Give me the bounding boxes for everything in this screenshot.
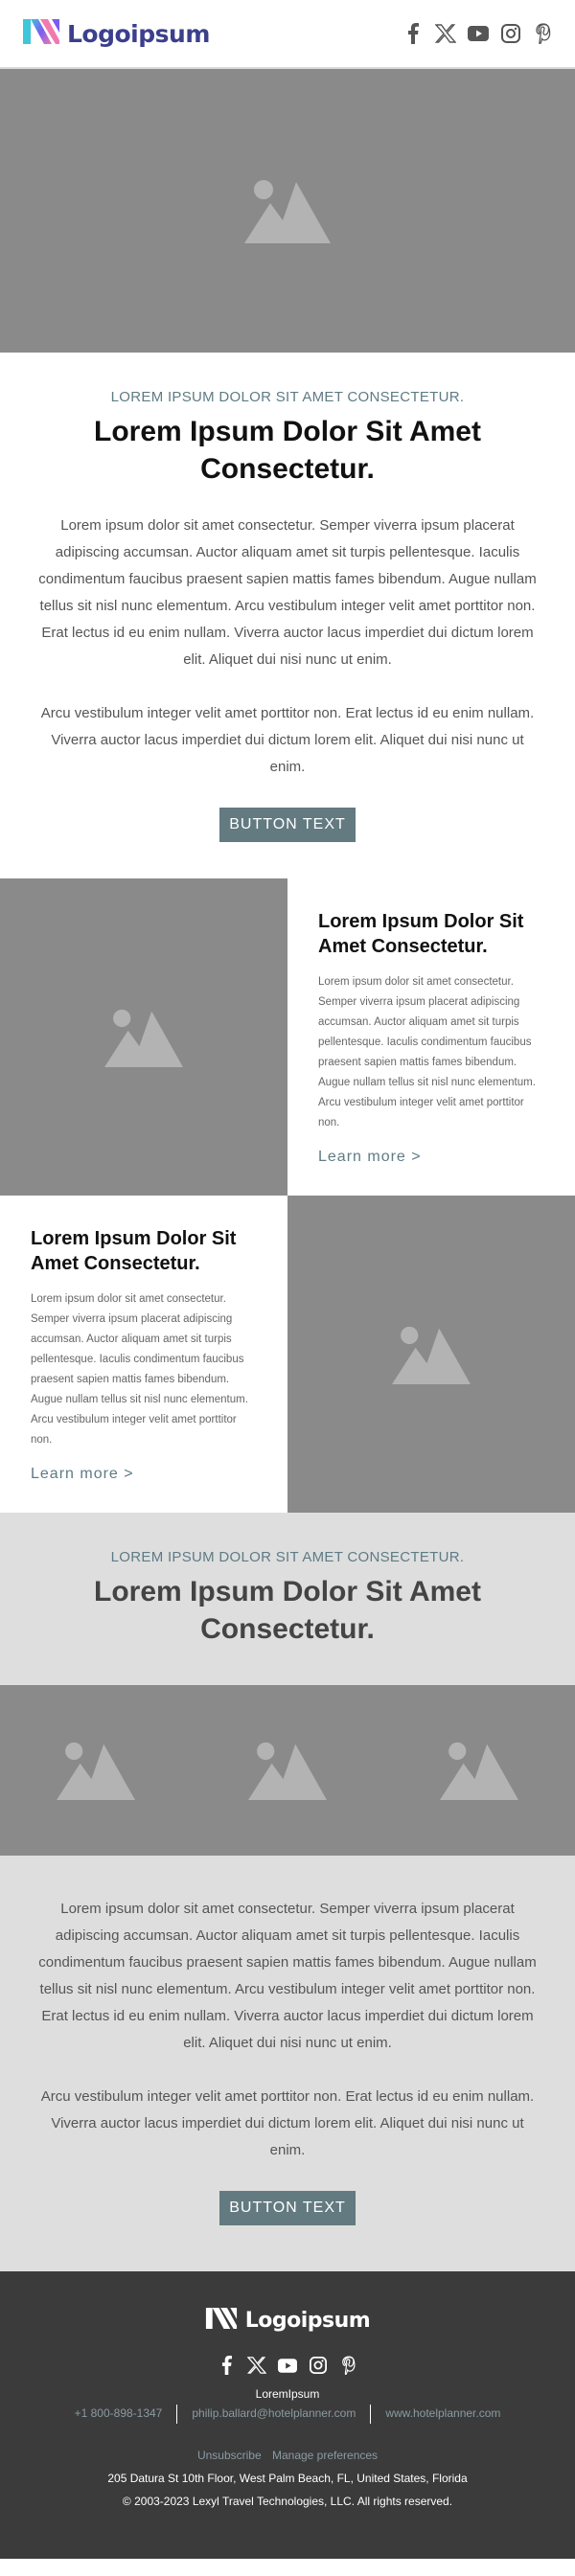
footer-copyright: © 2003-2023 Lexyl Travel Technologies, LLC. All rights reserved. bbox=[122, 2495, 453, 2508]
footer-social-links bbox=[0, 2355, 575, 2376]
youtube-icon[interactable] bbox=[277, 2355, 298, 2376]
x-icon[interactable] bbox=[246, 2355, 267, 2376]
logo-mark-icon bbox=[205, 2308, 238, 2334]
pinterest-icon[interactable] bbox=[533, 23, 554, 44]
gallery-headline: Lorem Ipsum Dolor Sit Amet Consectetur. bbox=[94, 1576, 481, 1645]
gallery-image-1 bbox=[0, 1685, 192, 1856]
gallery-images bbox=[0, 1685, 575, 1856]
feature-2-title: Lorem Ipsum Dolor Sit Amet Consectetur. bbox=[31, 1228, 237, 1274]
footer-company-name: LoremIpsum bbox=[255, 2387, 320, 2401]
intro-paragraph-1: Lorem ipsum dolor sit amet consectetur. Semper viverra ipsum placerat adipiscing accumsan. Auctor aliquam amet sit turpis pellentesque. Iaculis condimentum faucibus praesent sapien mattis fames bibendum. Augue nullam tellus sit nisl nunc elementum. Arcu vestibulum integer velit amet porttitor non. Erat lectus id eu enim nullam. Viverra auctor lacus imperdiet dui dictum lorem elit. Aliquet dui nisi nunc ut enim. bbox=[38, 517, 537, 668]
intro-paragraph-2: Arcu vestibulum integer velit amet porttitor non. Erat lectus id eu enim nullam. Viverra auctor lacus imperdiet dui dictum lorem elit. Aliquet dui nisi nunc ut enim. bbox=[40, 705, 535, 775]
footer-phone-link[interactable]: +1 800-898-1347 bbox=[74, 2406, 163, 2420]
feature-2-body: Lorem ipsum dolor sit amet consectetur. Semper viverra ipsum placerat adipiscing accumsan. Auctor aliquam amet sit turpis pellentesque. Iaculis condimentum faucibus praesent sapien mattis fames bibendum. Augue nullam tellus sit nisl nunc elementum. Arcu vestibulum integer velit amet porttitor non. bbox=[31, 1293, 248, 1446]
pinterest-icon[interactable] bbox=[338, 2355, 359, 2376]
image-placeholder-icon bbox=[440, 1741, 518, 1800]
feature-1-body: Lorem ipsum dolor sit amet consectetur. Semper viverra ipsum placerat adipiscing accumsan. Auctor aliquam amet sit turpis pellentesque. Iaculis condimentum faucibus praesent sapien mattis fames bibendum. Augue nullam tellus sit nisl nunc elementum. Arcu vestibulum integer velit amet porttitor non. bbox=[318, 976, 536, 1128]
youtube-icon[interactable] bbox=[468, 23, 489, 44]
gallery-paragraph-2: Arcu vestibulum integer velit amet porttitor non. Erat lectus id eu enim nullam. Viverra auctor lacus imperdiet dui dictum lorem elit. Aliquet dui nisi nunc ut enim. bbox=[40, 2088, 535, 2158]
gallery-body-section bbox=[0, 1856, 575, 2271]
header bbox=[0, 0, 575, 67]
footer-logo[interactable] bbox=[0, 2308, 575, 2334]
feature-1-learn-more-link[interactable]: Learn more > bbox=[318, 1149, 422, 1165]
footer bbox=[0, 2271, 575, 2559]
footer-logo-text: Logoipsum bbox=[244, 2309, 371, 2333]
image-placeholder-icon bbox=[392, 1325, 471, 1384]
logo[interactable] bbox=[23, 19, 210, 49]
image-placeholder-icon bbox=[248, 1741, 327, 1800]
feature-1-title: Lorem Ipsum Dolor Sit Amet Consectetur. bbox=[318, 911, 524, 957]
social-links bbox=[402, 23, 554, 44]
feature-1-image bbox=[0, 878, 288, 1196]
gallery-paragraph-1: Lorem ipsum dolor sit amet consectetur. Semper viverra ipsum placerat adipiscing accumsan. Auctor aliquam amet sit turpis pellentesque. Iaculis condimentum faucibus praesent sapien mattis fames bibendum. Augue nullam tellus sit nisl nunc elementum. Arcu vestibulum integer velit amet porttitor non. Erat lectus id eu enim nullam. Viverra auctor lacus imperdiet dui dictum lorem elit. Aliquet dui nisi nunc ut enim. bbox=[38, 1901, 537, 2051]
image-placeholder-icon bbox=[57, 1741, 135, 1800]
footer-website-link[interactable]: www.hotelplanner.com bbox=[385, 2406, 501, 2420]
feature-row-2 bbox=[0, 1196, 575, 1513]
unsubscribe-link[interactable]: Unsubscribe bbox=[196, 2449, 262, 2462]
intro-eyebrow: LOREM IPSUM DOLOR SIT AMET CONSECTETUR. bbox=[110, 389, 465, 405]
image-placeholder-icon bbox=[244, 178, 331, 243]
logo-text: Logoipsum bbox=[67, 19, 210, 48]
intro-cta-button[interactable]: BUTTON TEXT bbox=[219, 808, 356, 842]
gallery-image-2 bbox=[192, 1685, 383, 1856]
facebook-icon[interactable] bbox=[216, 2355, 237, 2376]
facebook-icon[interactable] bbox=[402, 23, 424, 44]
instagram-icon[interactable] bbox=[308, 2355, 329, 2376]
hero-image bbox=[0, 69, 575, 353]
feature-2-learn-more-link[interactable]: Learn more > bbox=[31, 1466, 134, 1482]
feature-2-image bbox=[288, 1196, 575, 1513]
footer-email-link[interactable]: philip.ballard@hotelplanner.com bbox=[192, 2406, 356, 2420]
logo-mark-icon bbox=[23, 19, 59, 49]
footer-preference-links bbox=[0, 2449, 575, 2462]
footer-contacts bbox=[0, 2406, 575, 2424]
manage-preferences-link[interactable]: Manage preferences bbox=[271, 2449, 379, 2462]
intro-section bbox=[0, 353, 575, 878]
gallery-cta-button[interactable]: BUTTON TEXT bbox=[219, 2191, 356, 2225]
feature-row-1 bbox=[0, 878, 575, 1196]
gallery-heading-section bbox=[0, 1513, 575, 1685]
image-placeholder-icon bbox=[104, 1008, 183, 1067]
feature-2-text bbox=[0, 1196, 288, 1513]
instagram-icon[interactable] bbox=[500, 23, 521, 44]
gallery-image-3 bbox=[383, 1685, 575, 1856]
x-icon[interactable] bbox=[435, 23, 456, 44]
gallery-eyebrow: LOREM IPSUM DOLOR SIT AMET CONSECTETUR. bbox=[110, 1549, 465, 1565]
intro-headline: Lorem Ipsum Dolor Sit Amet Consectetur. bbox=[94, 416, 481, 485]
footer-address: 205 Datura St 10th Floor, West Palm Beach, FL, United States, Florida bbox=[107, 2472, 468, 2485]
feature-1-text bbox=[288, 878, 575, 1196]
